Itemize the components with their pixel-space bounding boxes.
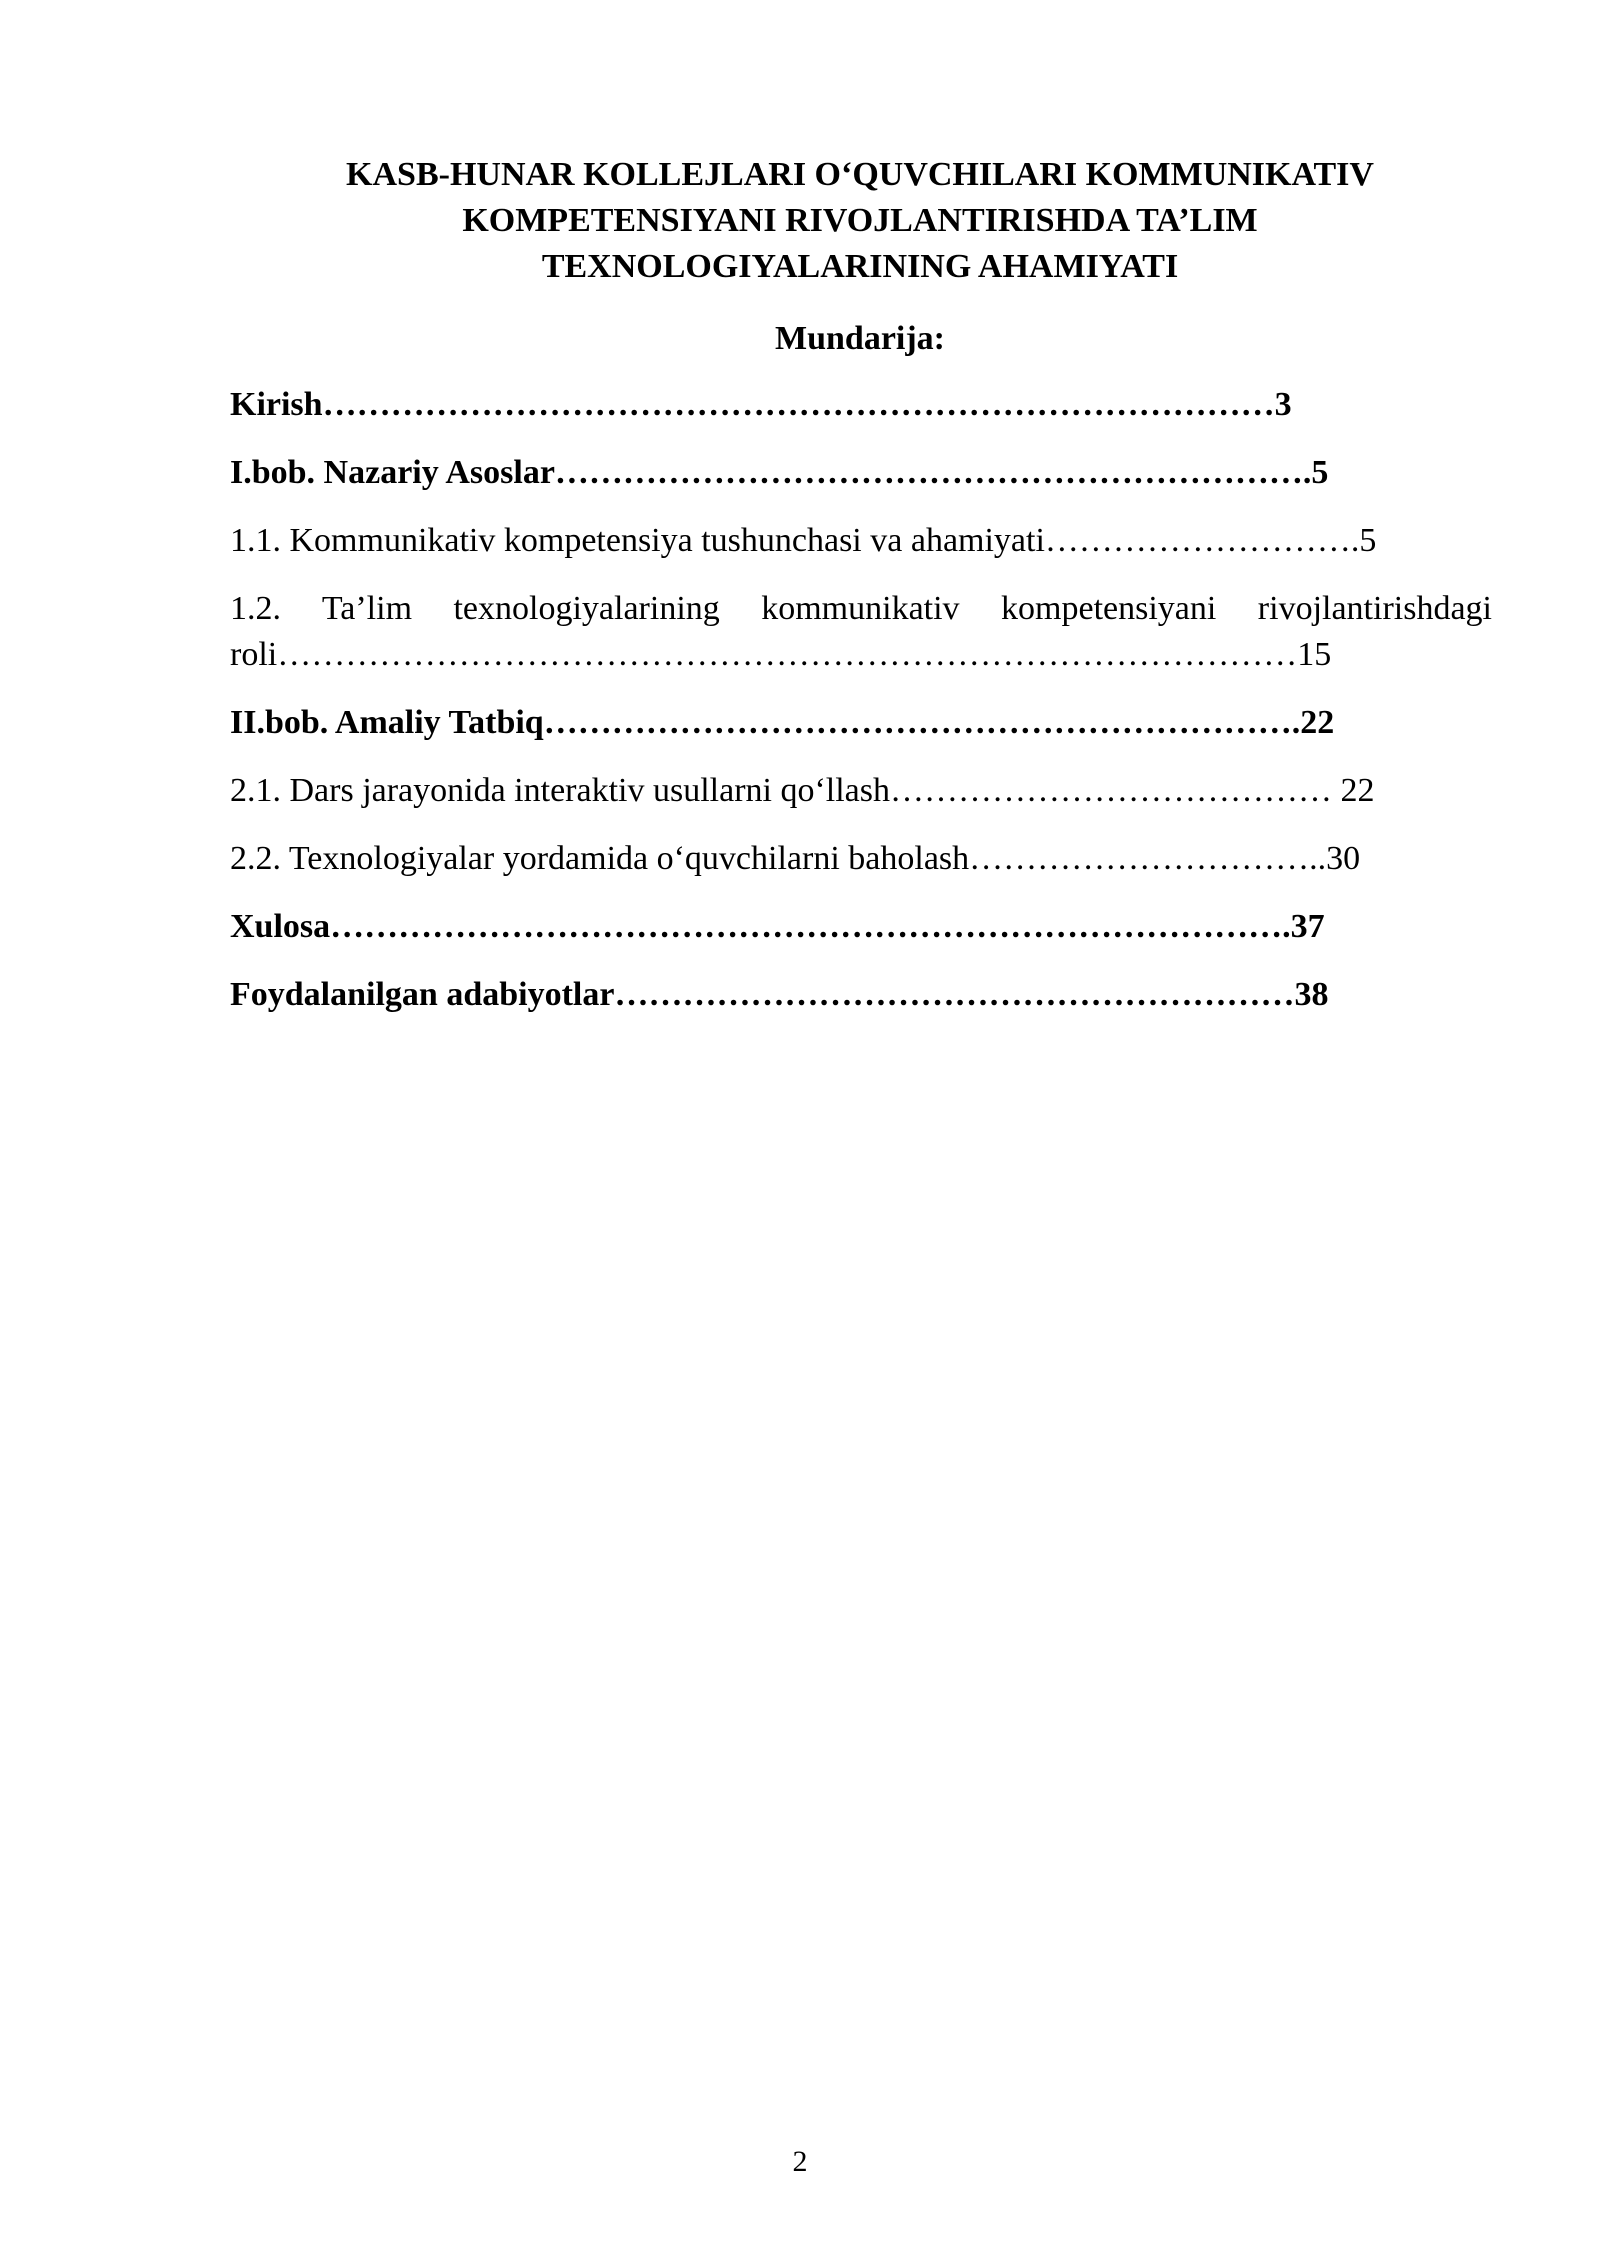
toc-leader-dots: …………………………………………………… (614, 976, 1295, 1013)
title-line-2: KOMPETENSIYANI RIVOJLANTIRISHDA TA’LIM (462, 202, 1258, 239)
toc-entry-bibliography[interactable] (230, 972, 1492, 1018)
toc-page-number: 15 (1297, 636, 1332, 673)
toc-entry-label: Xulosa (230, 908, 331, 945)
toc-entry-chapter-1[interactable] (230, 450, 1492, 496)
title-line-1: KASB-HUNAR KOLLEJLARI O‘QUVCHILARI KOMMUNIKATIV (346, 156, 1374, 193)
toc-entry-label: Foydalanilgan adabiyotlar (230, 976, 615, 1013)
toc-entry-chapter-2[interactable] (230, 700, 1492, 746)
toc-leader-dots: ………………………….. (969, 840, 1327, 877)
toc-entry-label: 1.2. Ta’lim texnologiyalarining kommunikativ kompetensiyani rivojlantirishdagi roli (230, 590, 1492, 673)
toc-leader-dots: ………………………. (1044, 522, 1360, 559)
toc-entry-kirish[interactable] (230, 382, 1492, 428)
toc-page-number: 5 (1311, 454, 1329, 491)
toc-page-number: 22 (1340, 772, 1375, 809)
toc-leader-dots: …………………………………………………………………………. (330, 908, 1291, 945)
toc-entry-label: Kirish (230, 386, 323, 423)
toc-page-number: 5 (1359, 522, 1377, 559)
toc-leader-dots: ………………………………… (890, 772, 1341, 809)
toc-page-number: 3 (1274, 386, 1292, 423)
title-line-3: TEXNOLOGIYALARINING AHAMIYATI (541, 248, 1179, 285)
toc-leader-dots: ………………………………………………………………………… (322, 386, 1275, 423)
toc-leader-dots: …………………………………………………………. (554, 454, 1312, 491)
toc-leader-dots: ……………………………………………………………………………… (277, 636, 1298, 673)
toc-entry-label: 1.1. Kommunikativ kompetensiya tushunchasi va ahamiyati (230, 522, 1045, 559)
toc-entry-label: 2.2. Texnologiyalar yordamida o‘quvchilarni baholash (230, 840, 970, 877)
document-title (230, 152, 1490, 290)
toc-leader-dots: …………………………………………………………. (543, 704, 1301, 741)
toc-page-number: 37 (1290, 908, 1325, 945)
toc-entry-section-2-2[interactable] (230, 836, 1492, 882)
toc-entry-label: I.bob. Nazariy Asoslar (230, 454, 555, 491)
toc-page-number: 38 (1294, 976, 1329, 1013)
toc-entry-section-2-1[interactable] (230, 768, 1492, 814)
toc-page-number: 30 (1326, 840, 1361, 877)
toc-entry-label: II.bob. Amaliy Tatbiq (230, 704, 544, 741)
toc-entry-label: 2.1. Dars jarayonida interaktiv usullarni qo‘llash (230, 772, 890, 809)
toc-page-number: 22 (1300, 704, 1335, 741)
toc-entry-xulosa[interactable] (230, 904, 1492, 950)
table-of-contents (230, 382, 1492, 1018)
toc-entry-section-1-1[interactable] (230, 518, 1492, 564)
page-number: 2 (792, 2145, 808, 2178)
toc-entry-section-1-2[interactable] (230, 586, 1492, 678)
contents-heading: Mundarija: (775, 320, 945, 357)
